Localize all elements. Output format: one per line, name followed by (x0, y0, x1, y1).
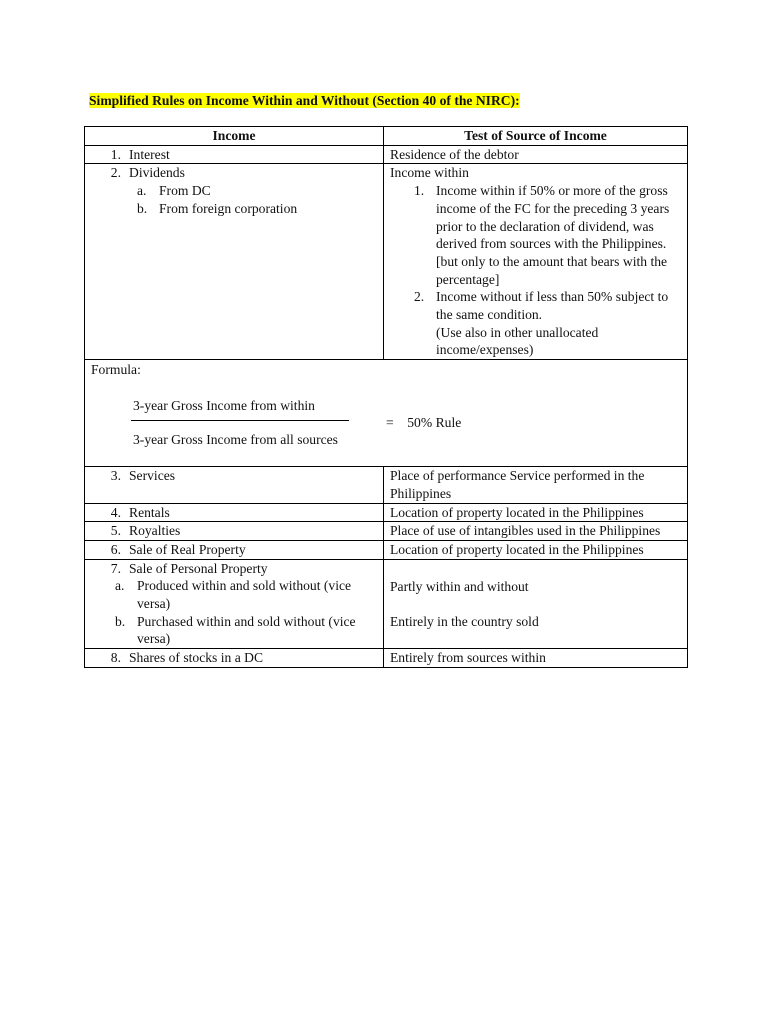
sub-item: b. From foreign corporation (137, 200, 298, 216)
income-label: Dividends (129, 165, 185, 181)
income-source-table (84, 126, 688, 668)
income-label: Rentals (129, 504, 170, 520)
row-number: 1. (110, 146, 121, 162)
table-row (85, 164, 688, 360)
test-intro: Income within (390, 165, 469, 181)
test-cell (384, 559, 688, 649)
test-text: Place of performance Service performed in the Philippines (390, 468, 645, 501)
test-cell (384, 540, 688, 559)
income-label: Sale of Real Property (129, 541, 246, 557)
test-cell (384, 649, 688, 668)
income-cell (85, 503, 384, 522)
table-row (85, 145, 688, 164)
income-label: Services (129, 468, 176, 484)
test-cell (384, 164, 688, 360)
sub-item: b. Purchased within and sold without (vice versa) (115, 613, 356, 647)
row-number: 7. (110, 560, 121, 576)
income-label: Interest (129, 146, 170, 162)
test-cell (384, 503, 688, 522)
income-label: Sale of Personal Property (129, 560, 268, 576)
row-number: 3. (110, 468, 121, 484)
header-test-of-source: Test of Source of Income (384, 127, 688, 146)
test-list-item: 2. Income without if less than 50% subject to the same condition. (414, 289, 669, 323)
formula-numerator: 3-year Gross Income from within (133, 398, 315, 414)
sub-item: a. From DC (137, 183, 211, 199)
test-cell (384, 522, 688, 541)
table-header-row (85, 127, 688, 146)
test-cell (384, 145, 688, 164)
test-cell (384, 467, 688, 503)
row-number: 8. (110, 650, 121, 666)
formula-row (85, 360, 688, 467)
income-cell (85, 540, 384, 559)
formula-label: Formula: (91, 362, 141, 378)
income-label: Shares of stocks in a DC (129, 650, 264, 666)
test-text: Entirely in the country sold (390, 614, 539, 630)
fraction-line (131, 420, 349, 421)
income-cell (85, 164, 384, 360)
income-cell (85, 522, 384, 541)
test-text: Partly within and without (390, 578, 529, 594)
row-number: 5. (110, 523, 121, 539)
table-row (85, 649, 688, 668)
formula-denominator: 3-year Gross Income from all sources (133, 432, 338, 448)
test-note: (Use also in other unallocated income/expenses) (436, 324, 599, 358)
test-text: Entirely from sources within (390, 650, 546, 666)
table-row (85, 559, 688, 649)
test-text: Place of use of intangibles used in the Philippines (390, 523, 661, 539)
table-row (85, 522, 688, 541)
test-text: Location of property located in the Philippines (390, 504, 644, 520)
row-number: 4. (110, 504, 121, 520)
test-list-item: 1. Income within if 50% or more of the gross income of the FC for the preceding 3 years prior to the declaration of dividend, was derived from sources with the Philippines. [but only to the amount that bears with the percentage] (414, 183, 670, 287)
formula-result: = 50% Rule (386, 415, 462, 431)
income-cell (85, 145, 384, 164)
income-label: Royalties (129, 523, 181, 539)
table-row (85, 467, 688, 503)
table-row (85, 503, 688, 522)
income-cell (85, 649, 384, 668)
test-text: Location of property located in the Philippines (390, 541, 644, 557)
sub-item: a. Produced within and sold without (vice versa) (115, 578, 352, 612)
header-income: Income (85, 127, 384, 146)
income-cell (85, 467, 384, 503)
income-cell (85, 559, 384, 649)
row-number: 6. (110, 541, 121, 557)
test-text: Residence of the debtor (390, 146, 519, 162)
document-title: Simplified Rules on Income Within and Without (Section 40 of the NIRC): (89, 93, 520, 108)
row-number: 2. (110, 165, 121, 181)
table-row (85, 540, 688, 559)
formula-cell (85, 360, 688, 467)
